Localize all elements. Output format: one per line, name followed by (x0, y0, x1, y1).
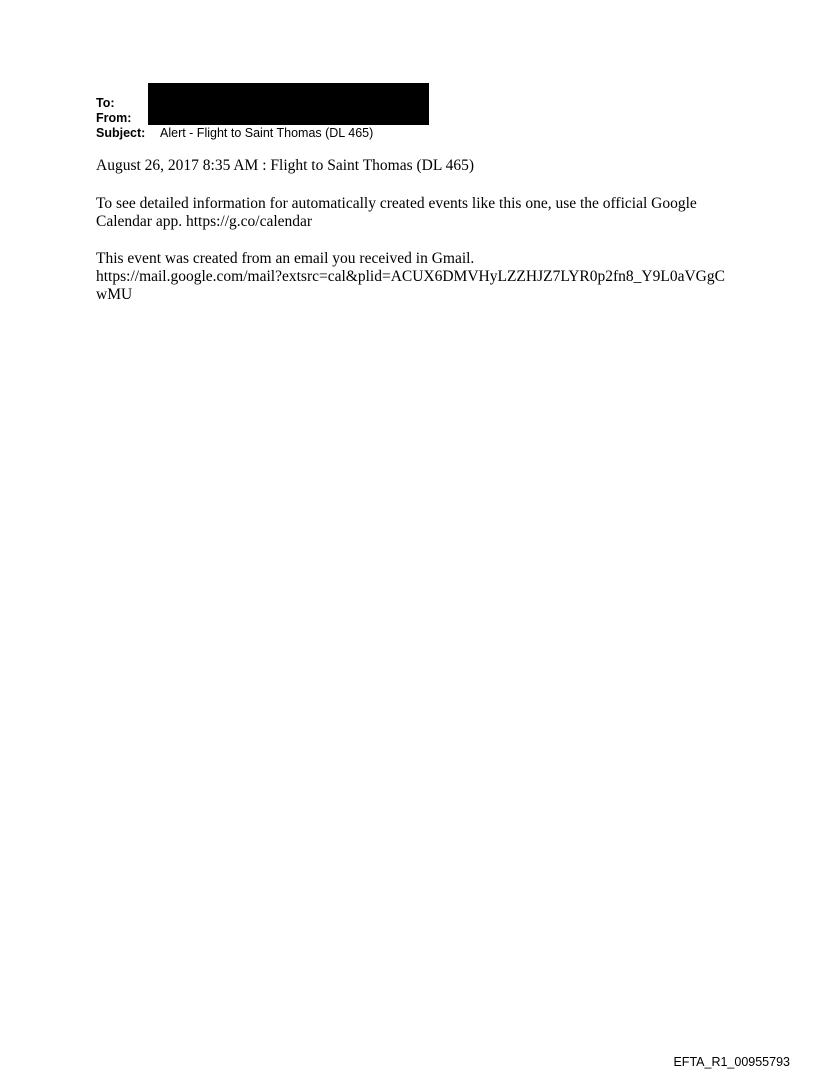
gmail-source-url: https://mail.google.com/mail?extsrc=cal&plid=ACUX6DMVHyLZZHJZ7LYR0p2fn8_Y9L0aVGgCwMU (96, 268, 725, 303)
event-datetime: August 26, 2017 8:35 AM : Flight to Saint Thomas (DL 465) (96, 157, 475, 174)
to-label: To: (96, 96, 115, 110)
from-label: From: (96, 111, 132, 125)
gmail-source-text: This event was created from an email you received in Gmail. (96, 250, 475, 267)
calendar-info-paragraph: To see detailed information for automatically created events like this one, use the official Google Calendar app. https://g.co/calendar (96, 195, 697, 230)
document-id: EFTA_R1_00955793 (673, 1055, 790, 1069)
redaction-block (148, 83, 429, 125)
gmail-source-paragraph (96, 250, 736, 304)
subject-label: Subject: (96, 126, 146, 140)
subject-value: Alert - Flight to Saint Thomas (DL 465) (160, 126, 374, 140)
subject-row (96, 126, 373, 141)
